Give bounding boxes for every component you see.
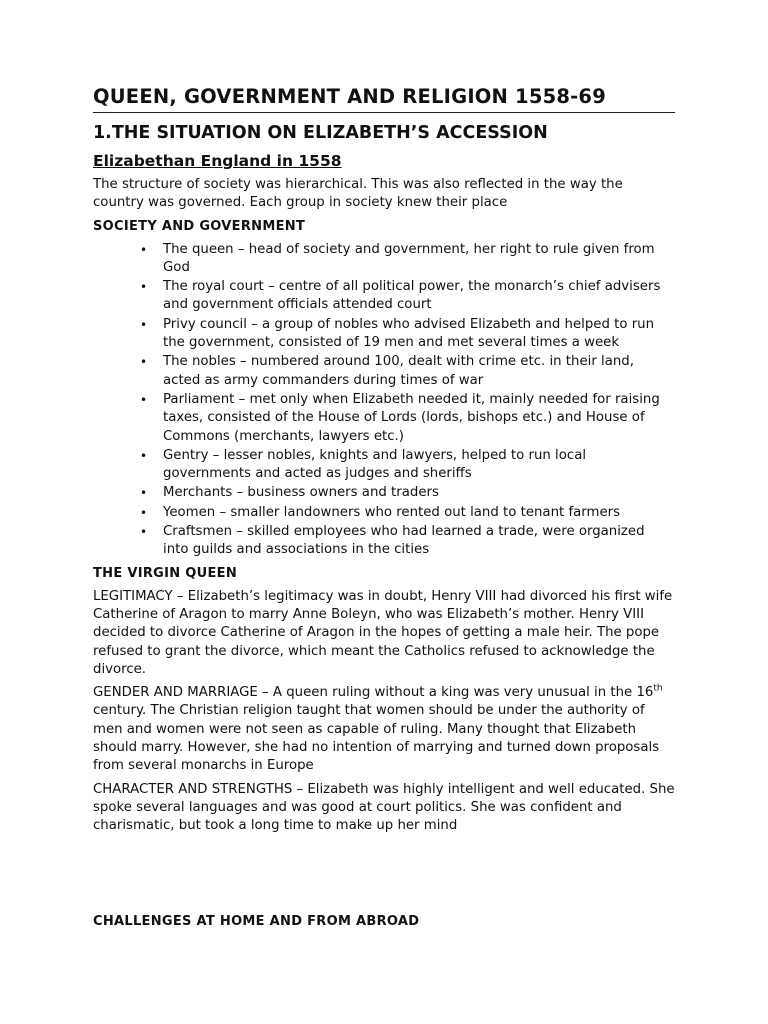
list-item: • Merchants – business owners and traders [93,484,675,502]
list-item: • Craftsmen – skilled employees who had learned a trade, were organized into guilds and associations in the cities [140,524,645,558]
list-item: • Parliament – met only when Elizabeth needed it, mainly needed for raising taxes, consisted of the House of Lords (lords, bishops etc.) and House of Commons (merchants, lawyers etc.) [140,391,660,444]
list-item: • The queen – head of society and government, her right to rule given from God [140,241,655,275]
bullet-icon: • [140,448,148,463]
ordinal-suffix: th [653,683,663,694]
list-item: • The nobles – numbered around 100, dealt with crime etc. in their land, acted as army commanders during times of war [140,354,634,388]
list-item: • The royal court – centre of all political power, the monarch’s chief advisers and government officials attended court [140,279,661,313]
bullet-icon: • [140,392,148,407]
bullet-icon: • [140,525,148,540]
document-subtitle: 1.THE SITUATION ON ELIZABETH’S ACCESSION [93,123,548,143]
document-title: QUEEN, GOVERNMENT AND RELIGION 1558-69 [93,84,675,113]
bullet-icon: • [140,242,148,257]
gender-paragraph: GENDER AND MARRIAGE – A queen ruling without a king was very unusual in the 16th century. The Christian religion taught that women should be under the authority of men and women were not seen as capable of ruling. Many thought that Elizabeth should marry. However, she had no intention of marrying and turned down proposals from several monarchs in Europe [93,683,663,774]
document-page [93,84,675,931]
bullet-icon: • [140,505,148,520]
intro-paragraph: The structure of society was hierarchical. This was also reflected in the way the country was governed. Each group in society knew their place [93,177,623,211]
society-heading: SOCIETY AND GOVERNMENT [93,218,306,234]
society-bullet-list [93,241,675,560]
challenges-heading: CHALLENGES AT HOME AND FROM ABROAD [93,913,420,929]
virgin-queen-heading: THE VIRGIN QUEEN [93,565,238,581]
bullet-icon: • [140,355,148,370]
character-paragraph: CHARACTER AND STRENGTHS – Elizabeth was highly intelligent and well educated. She spoke several languages and was good at court politics. She was confident and charismatic, but took a long time to make up her mind [93,781,675,834]
list-item: • Yeomen – smaller landowners who rented out land to tenant farmers [93,504,675,522]
list-item: • Gentry – lesser nobles, knights and lawyers, helped to run local governments and acted as judges and sheriffs [140,447,587,482]
section-heading: Elizabethan England in 1558 [93,152,342,170]
legitimacy-paragraph: LEGITIMACY – Elizabeth’s legitimacy was in doubt, Henry VIII had divorced his first wife Catherine of Aragon to marry Anne Boleyn, who was Elizabeth’s mother. Henry VIII decided to divorce Catherine of Aragon in the hopes of getting a male heir. The pope refused to grant the divorce, which meant the Catholics refused to acknowledge the divorce. [93,588,673,677]
blank-space [93,836,675,908]
bullet-icon: • [140,486,148,501]
list-item: • Privy council – a group of nobles who advised Elizabeth and helped to run the government, consisted of 19 men and met several times a week [140,316,655,351]
bullet-icon: • [140,280,148,295]
bullet-icon: • [140,317,148,332]
